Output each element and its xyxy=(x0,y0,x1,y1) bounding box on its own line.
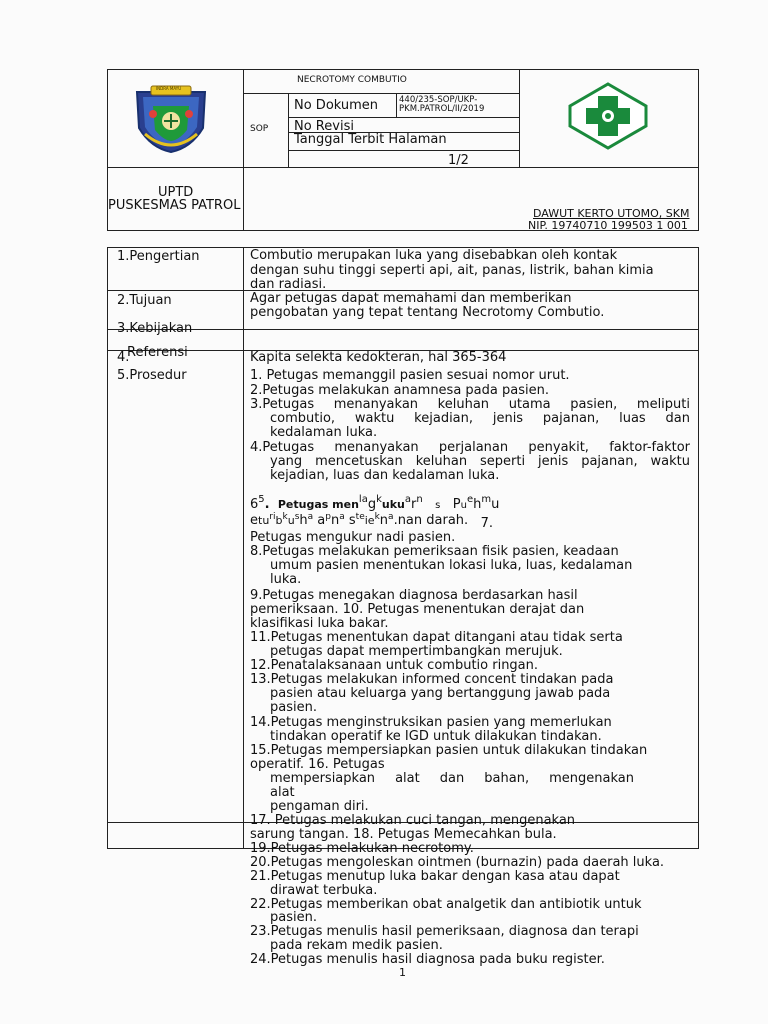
no-dokumen-label: No Dokumen xyxy=(294,98,379,113)
procedure-garbled-line-2: $etu^{ri}b^ku^sh^a$ $a^pn^a$ $s^{te}ie^kn^a.nan$ darah. 7. xyxy=(250,512,493,531)
procedure-line: 8.Petugas melakukan pemeriksaan fisik pasien, keadaan xyxy=(250,544,619,559)
label-referensi: Referensi xyxy=(127,345,188,360)
body-border-left xyxy=(107,247,108,849)
procedure-line: umum pasien menentukan lokasi luka, luas, kedalaman xyxy=(270,558,633,573)
label-pengertian: 1.Pengertian xyxy=(117,249,200,264)
referensi-text: Kapita selekta kedokteran, hal 365-364 xyxy=(250,350,507,365)
procedure-line: pemeriksaan. 10. Petugas menentukan derajat dan xyxy=(250,602,585,617)
procedure-line: Petugas mengukur nadi pasien. xyxy=(250,530,456,545)
procedure-line: combutio, waktu kejadian, jenis pajanan, luas dan xyxy=(270,411,690,426)
signer-nip: NIP. 19740710 199503 1 001 xyxy=(528,219,688,232)
label-kebijakan: 3.Kebijakan xyxy=(117,321,193,336)
procedure-line: 14.Petugas menginstruksikan pasien yang memerlukan xyxy=(250,715,612,730)
procedure-garbled-line-1: $6^5$. Petugas $men^{la}g^kuku^ar^n$ s $Pu^eh^mu$ xyxy=(250,494,500,512)
header-col-divider-4 xyxy=(396,93,397,117)
procedure-line: dirawat terbuka. xyxy=(270,883,378,898)
procedure-line: klasifikasi luka bakar. xyxy=(250,616,389,631)
no-dokumen-value-line2: PKM.PATROL/II/2019 xyxy=(399,104,485,114)
procedure-line: 11.Petugas menentukan dapat ditangani atau tidak serta xyxy=(250,630,623,645)
procedure-line: operatif. 16. Petugas xyxy=(250,757,385,772)
pengertian-line-2: dengan suhu tinggi seperti api, ait, panas, listrik, bahan kimia xyxy=(250,263,654,278)
procedure-line: 23.Petugas menulis hasil pemeriksaan, diagnosa dan terapi xyxy=(250,924,639,939)
halaman-value: 1/2 xyxy=(448,153,469,168)
procedure-line: 20.Petugas mengoleskan ointmen (burnazin) pada daerah luka. xyxy=(250,855,665,870)
no-revisi-label: No Revisi xyxy=(294,119,354,134)
page-number: 1 xyxy=(399,966,406,979)
body-border-right xyxy=(698,247,699,849)
body-col-divider xyxy=(243,247,244,849)
procedure-line: 15.Petugas mempersiapkan pasien untuk dilakukan tindakan xyxy=(250,743,648,758)
procedure-line: 22.Petugas memberikan obat analgetik dan antibiotik untuk xyxy=(250,897,642,912)
sop-label: SOP xyxy=(250,124,269,134)
procedure-line: 17. Petugas melakukan cuci tangan, mengenakan xyxy=(250,813,576,828)
org-name-line2: PUSKESMAS PATROL xyxy=(108,198,241,213)
procedure-line: sarung tangan. 18. Petugas Memecahkan bula. xyxy=(250,827,557,842)
procedure-line: luka. xyxy=(270,572,302,587)
procedure-line: 19.Petugas melakukan necrotomy. xyxy=(250,841,474,856)
procedure-line: 4.Petugas menanyakan perjalanan penyakit, faktor-faktor xyxy=(250,440,690,455)
procedure-line: 1. Petugas memanggil pasien sesuai nomor urut. xyxy=(250,368,570,383)
procedure-line: mempersiapkan alat dan bahan, mengenakan xyxy=(270,771,634,786)
procedure-line: tindakan operatif ke IGD untuk dilakukan tindakan. xyxy=(270,729,602,744)
puskesmas-emblem-logo xyxy=(131,84,211,154)
procedure-line: yang mencetuskan keluhan seperti jenis pajanan, waktu xyxy=(270,454,690,469)
procedure-line: kedalaman luka. xyxy=(270,425,378,440)
label-referensi-number: 4. xyxy=(117,350,130,365)
procedure-line: petugas dapat mempertimbangkan merujuk. xyxy=(270,644,563,659)
green-cross-logo xyxy=(566,82,650,150)
procedure-line: 24.Petugas menulis hasil diagnosa pada buku register. xyxy=(250,952,605,967)
header-inner-line-1 xyxy=(244,93,519,94)
pengertian-line-1: Combutio merupakan luka yang disebabkan oleh kontak xyxy=(250,248,618,263)
header-col-divider-2 xyxy=(519,69,520,168)
procedure-line: 12.Penatalaksanaan untuk combutio ringan. xyxy=(250,658,539,673)
procedure-line: 9.Petugas menegakan diagnosa berdasarkan hasil xyxy=(250,588,578,603)
signer-name: DAWUT KERTO UTOMO, SKM xyxy=(533,207,690,220)
tujuan-line-2: pengobatan yang tepat tentang Necrotomy Combutio. xyxy=(250,305,605,320)
tujuan-line-1: Agar petugas dapat memahami dan memberikan xyxy=(250,291,572,306)
label-tujuan: 2.Tujuan xyxy=(117,293,172,308)
header-inner-line-2 xyxy=(289,117,519,118)
procedure-line: 21.Petugas menutup luka bakar dengan kasa atau dapat xyxy=(250,869,620,884)
header-row-divider xyxy=(107,167,699,168)
procedure-line: pada rekam medik pasien. xyxy=(270,938,443,953)
procedure-line: 13.Petugas melakukan informed concent tindakan pada xyxy=(250,672,614,687)
header-inner-line-4 xyxy=(289,150,519,151)
tanggal-terbit-halaman-label: Tanggal Terbit Halaman xyxy=(294,132,447,147)
procedure-line: 3.Petugas menanyakan keluhan utama pasien, meliputi xyxy=(250,397,690,412)
label-prosedur: 5.Prosedur xyxy=(117,368,187,383)
procedure-line: pasien. xyxy=(270,700,317,715)
procedure-line: pasien atau keluarga yang bertanggung jawab pada xyxy=(270,686,611,701)
pengertian-line-3: dan radiasi. xyxy=(250,277,327,292)
body-row-divider-2 xyxy=(107,329,699,330)
header-border-top xyxy=(107,69,699,70)
header-col-divider-3 xyxy=(288,93,289,167)
procedure-line: kejadian, luas dan kedalaman luka. xyxy=(270,468,500,483)
procedure-line: alat xyxy=(270,785,295,800)
document-title: NECROTOMY COMBUTIO xyxy=(297,75,407,85)
no-dokumen-value-line1: 440/235-SOP/UKP- xyxy=(399,95,478,105)
org-name-line1: UPTD xyxy=(158,185,194,200)
header-border-right xyxy=(698,69,699,231)
procedure-line: pengaman diri. xyxy=(270,799,369,814)
logo-ribbon-text: INDRA MAYU xyxy=(156,86,182,91)
procedure-line: pasien. xyxy=(270,910,317,925)
procedure-line: 2.Petugas melakukan anamnesa pada pasien. xyxy=(250,383,549,398)
